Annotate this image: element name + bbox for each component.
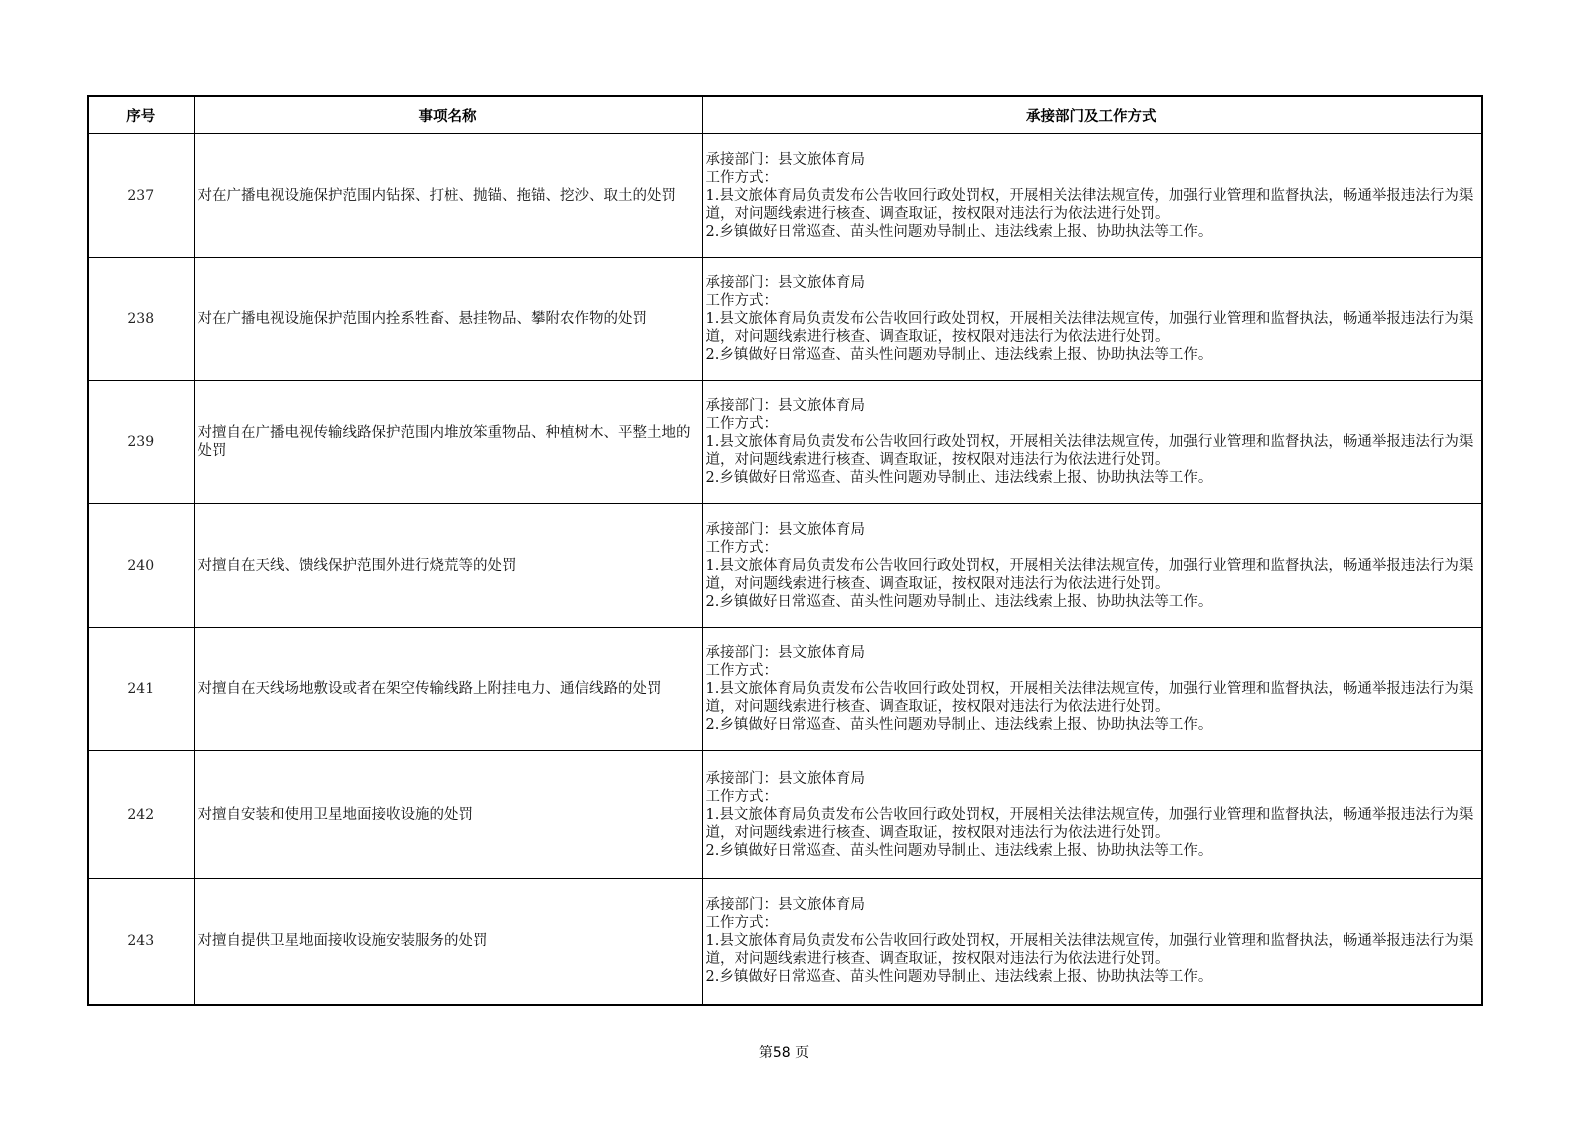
- row-dept-and-method: [702, 628, 1482, 751]
- row-dept-and-method: [702, 879, 1482, 1005]
- dept-line: 承接部门：县文旅体育局: [705, 645, 865, 661]
- method-label: 工作方式：: [705, 915, 778, 932]
- row-serial-number: 239: [88, 381, 194, 504]
- row-serial-number: 237: [88, 134, 194, 258]
- row-dept-and-method: [702, 751, 1482, 879]
- dept-line: 承接部门：县文旅体育局: [705, 897, 865, 914]
- dept-line: 承接部门：县文旅体育局: [705, 521, 865, 538]
- matters-table: [87, 95, 1483, 1006]
- table-row: [88, 879, 1482, 1005]
- method-label: 工作方式：: [705, 663, 778, 679]
- row-serial-number: 240: [88, 504, 194, 628]
- method-item-1: 1.县文旅体育局负责发布公告收回行政处罚权，开展相关法律法规宣传，加强行业管理和监督执法，畅通举报违法行为渠道，对问题线索进行核查、调查取证，按权限对违法行为依法进行处罚。: [705, 434, 1474, 468]
- row-serial-number: 242: [88, 751, 194, 879]
- method-label: 工作方式：: [705, 416, 778, 432]
- dept-line: 承接部门：县文旅体育局: [705, 398, 865, 414]
- method-item-1: 1.县文旅体育局负责发布公告收回行政处罚权，开展相关法律法规宣传，加强行业管理和监督执法，畅通举报违法行为渠道，对问题线索进行核查、调查取证，按权限对违法行为依法进行处罚。: [705, 681, 1474, 715]
- row-dept-and-method: [702, 504, 1482, 628]
- method-item-2: 2.乡镇做好日常巡查、苗头性问题劝导制止、违法线索上报、协助执法等工作。: [705, 223, 1213, 240]
- row-serial-number: 238: [88, 258, 194, 381]
- method-label: 工作方式：: [705, 788, 778, 805]
- row-item-name: 对在广播电视设施保护范围内拴系牲畜、悬挂物品、攀附农作物的处罚: [194, 258, 702, 381]
- row-item-name: 对擅自在天线、馈线保护范围外进行烧荒等的处罚: [194, 504, 702, 628]
- method-item-1: 1.县文旅体育局负责发布公告收回行政处罚权，开展相关法律法规宣传，加强行业管理和监督执法，畅通举报违法行为渠道，对问题线索进行核查、调查取证，按权限对违法行为依法进行处罚。: [705, 557, 1474, 592]
- table-row: [88, 258, 1482, 381]
- table-row: [88, 751, 1482, 879]
- header-serial-number: 序号: [88, 96, 194, 134]
- row-dept-and-method: [702, 134, 1482, 258]
- table-row: [88, 134, 1482, 258]
- table-row: [88, 381, 1482, 504]
- table-row: [88, 628, 1482, 751]
- method-item-2: 2.乡镇做好日常巡查、苗头性问题劝导制止、违法线索上报、协助执法等工作。: [705, 969, 1213, 986]
- row-dept-and-method: [702, 258, 1482, 381]
- dept-line: 承接部门：县文旅体育局: [705, 151, 865, 168]
- page-number: 第58 页: [758, 1045, 810, 1061]
- method-item-1: 1.县文旅体育局负责发布公告收回行政处罚权，开展相关法律法规宣传，加强行业管理和监督执法，畅通举报违法行为渠道，对问题线索进行核查、调查取证，按权限对违法行为依法进行处罚。: [705, 311, 1474, 345]
- row-item-name: 对在广播电视设施保护范围内钻探、打桩、抛锚、拖锚、挖沙、取土的处罚: [194, 134, 702, 258]
- method-item-2: 2.乡镇做好日常巡查、苗头性问题劝导制止、违法线索上报、协助执法等工作。: [705, 347, 1213, 363]
- method-item-2: 2.乡镇做好日常巡查、苗头性问题劝导制止、违法线索上报、协助执法等工作。: [705, 717, 1213, 733]
- method-item-1: 1.县文旅体育局负责发布公告收回行政处罚权，开展相关法律法规宣传，加强行业管理和监督执法，畅通举报违法行为渠道，对问题线索进行核查、调查取证，按权限对违法行为依法进行处罚。: [705, 933, 1474, 968]
- method-label: 工作方式：: [705, 293, 778, 309]
- method-item-2: 2.乡镇做好日常巡查、苗头性问题劝导制止、违法线索上报、协助执法等工作。: [705, 593, 1213, 610]
- header-item-name: 事项名称: [194, 96, 702, 134]
- row-serial-number: 243: [88, 879, 194, 1005]
- table-header-row: [88, 96, 1482, 134]
- row-serial-number: 241: [88, 628, 194, 751]
- method-label: 工作方式：: [705, 169, 778, 186]
- dept-line: 承接部门：县文旅体育局: [705, 770, 865, 787]
- method-item-1: 1.县文旅体育局负责发布公告收回行政处罚权，开展相关法律法规宣传，加强行业管理和监督执法，畅通举报违法行为渠道，对问题线索进行核查、调查取证，按权限对违法行为依法进行处罚。: [705, 187, 1474, 222]
- row-item-name: 对擅自安装和使用卫星地面接收设施的处罚: [194, 751, 702, 879]
- row-item-name: 对擅自在天线场地敷设或者在架空传输线路上附挂电力、通信线路的处罚: [194, 628, 702, 751]
- table-row: [88, 504, 1482, 628]
- row-dept-and-method: [702, 381, 1482, 504]
- row-item-name: 对擅自在广播电视传输线路保护范围内堆放笨重物品、种植树木、平整土地的处罚: [194, 381, 702, 504]
- dept-line: 承接部门：县文旅体育局: [705, 275, 865, 291]
- row-item-name: 对擅自提供卫星地面接收设施安装服务的处罚: [194, 879, 702, 1005]
- header-dept-and-method: 承接部门及工作方式: [702, 96, 1482, 134]
- method-label: 工作方式：: [705, 539, 778, 556]
- method-item-2: 2.乡镇做好日常巡查、苗头性问题劝导制止、违法线索上报、协助执法等工作。: [705, 842, 1213, 859]
- method-item-2: 2.乡镇做好日常巡查、苗头性问题劝导制止、违法线索上报、协助执法等工作。: [705, 470, 1213, 486]
- method-item-1: 1.县文旅体育局负责发布公告收回行政处罚权，开展相关法律法规宣传，加强行业管理和监督执法，畅通举报违法行为渠道，对问题线索进行核查、调查取证，按权限对违法行为依法进行处罚。: [705, 806, 1474, 841]
